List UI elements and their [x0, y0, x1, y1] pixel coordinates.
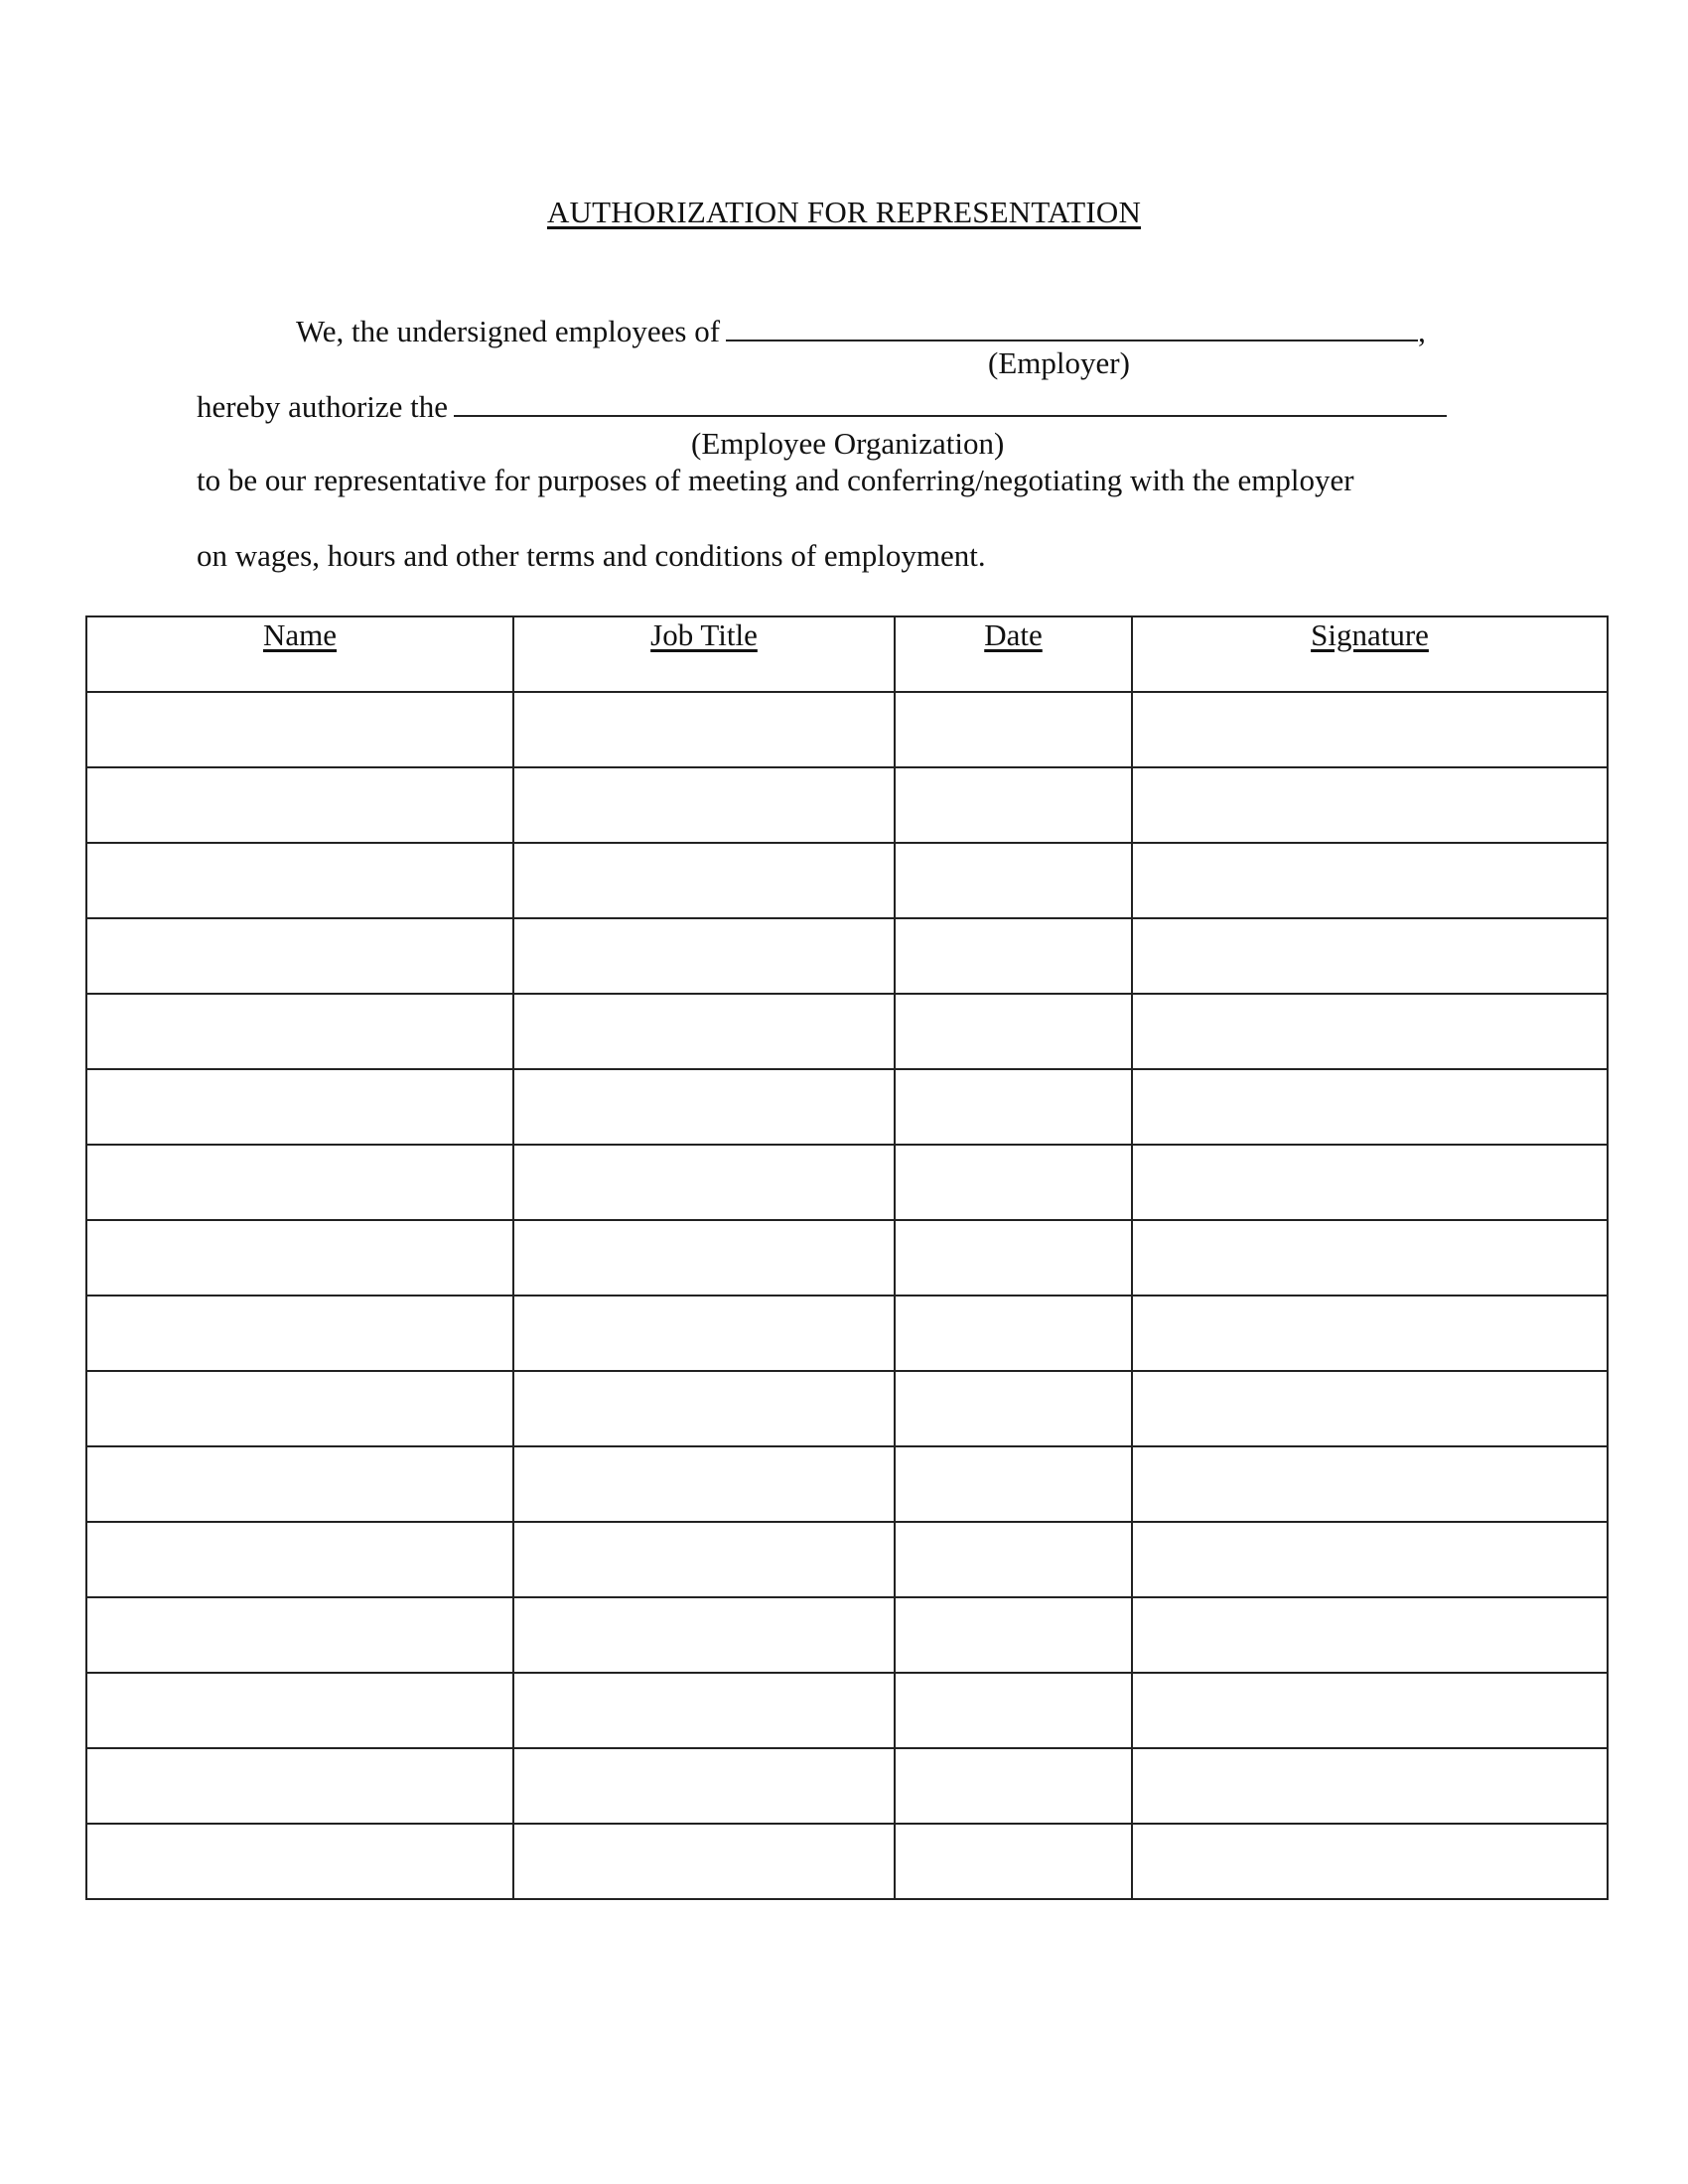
date-cell[interactable] [895, 918, 1132, 994]
signature-cell[interactable] [1132, 1522, 1608, 1597]
table-row [86, 1145, 1608, 1220]
job-title-cell[interactable] [513, 1597, 895, 1673]
date-cell[interactable] [895, 1446, 1132, 1522]
signature-cell[interactable] [1132, 1145, 1608, 1220]
date-cell[interactable] [895, 1371, 1132, 1446]
table-row [86, 1220, 1608, 1296]
form-title: AUTHORIZATION FOR REPRESENTATION [546, 195, 1142, 229]
name-cell[interactable] [86, 1069, 513, 1145]
table-row [86, 1069, 1608, 1145]
job-title-cell[interactable] [513, 1748, 895, 1824]
header-job-title: Job Title [513, 616, 895, 692]
signature-cell[interactable] [1132, 1296, 1608, 1371]
date-cell[interactable] [895, 1069, 1132, 1145]
name-cell[interactable] [86, 918, 513, 994]
table-row [86, 1824, 1608, 1899]
date-cell[interactable] [895, 1748, 1132, 1824]
name-cell[interactable] [86, 1597, 513, 1673]
date-cell[interactable] [895, 994, 1132, 1069]
table-row [86, 692, 1608, 767]
name-cell[interactable] [86, 1522, 513, 1597]
signature-table [85, 615, 1609, 1900]
signature-cell[interactable] [1132, 1824, 1608, 1899]
date-cell[interactable] [895, 1220, 1132, 1296]
employer-line-comma: , [1418, 314, 1426, 348]
purpose-line-2: on wages, hours and other terms and conditions of employment. [197, 538, 986, 573]
date-cell[interactable] [895, 1673, 1132, 1748]
signature-cell[interactable] [1132, 692, 1608, 767]
signature-table-body [86, 692, 1608, 1899]
job-title-cell[interactable] [513, 1220, 895, 1296]
header-signature: Signature [1132, 616, 1608, 692]
employer-caption: (Employer) [988, 345, 1130, 380]
job-title-cell[interactable] [513, 843, 895, 918]
signature-cell[interactable] [1132, 843, 1608, 918]
table-row [86, 918, 1608, 994]
job-title-cell[interactable] [513, 918, 895, 994]
employer-line [296, 312, 1426, 349]
date-cell[interactable] [895, 692, 1132, 767]
employer-line-text: We, the undersigned employees of [296, 314, 721, 348]
job-title-cell[interactable] [513, 767, 895, 843]
table-row [86, 1296, 1608, 1371]
signature-cell[interactable] [1132, 1673, 1608, 1748]
name-cell[interactable] [86, 843, 513, 918]
organization-line [197, 387, 1447, 425]
header-date: Date [895, 616, 1132, 692]
header-name: Name [86, 616, 513, 692]
job-title-cell[interactable] [513, 1824, 895, 1899]
name-cell[interactable] [86, 1748, 513, 1824]
date-cell[interactable] [895, 843, 1132, 918]
signature-cell[interactable] [1132, 994, 1608, 1069]
name-cell[interactable] [86, 1673, 513, 1748]
date-cell[interactable] [895, 1145, 1132, 1220]
signature-cell[interactable] [1132, 1597, 1608, 1673]
job-title-cell[interactable] [513, 1522, 895, 1597]
table-row [86, 1522, 1608, 1597]
table-row [86, 1748, 1608, 1824]
job-title-cell[interactable] [513, 1371, 895, 1446]
job-title-cell[interactable] [513, 994, 895, 1069]
date-cell[interactable] [895, 767, 1132, 843]
signature-cell[interactable] [1132, 1446, 1608, 1522]
table-header-row [86, 616, 1608, 692]
name-cell[interactable] [86, 1220, 513, 1296]
signature-cell[interactable] [1132, 1069, 1608, 1145]
table-row [86, 1673, 1608, 1748]
name-cell[interactable] [86, 1446, 513, 1522]
name-cell[interactable] [86, 1371, 513, 1446]
table-row [86, 843, 1608, 918]
job-title-cell[interactable] [513, 1446, 895, 1522]
job-title-cell[interactable] [513, 1296, 895, 1371]
signature-cell[interactable] [1132, 767, 1608, 843]
date-cell[interactable] [895, 1824, 1132, 1899]
employer-blank[interactable] [726, 312, 1418, 341]
date-cell[interactable] [895, 1522, 1132, 1597]
date-cell[interactable] [895, 1296, 1132, 1371]
job-title-cell[interactable] [513, 692, 895, 767]
signature-cell[interactable] [1132, 1748, 1608, 1824]
table-row [86, 767, 1608, 843]
signature-cell[interactable] [1132, 918, 1608, 994]
organization-caption: (Employee Organization) [691, 426, 1005, 461]
name-cell[interactable] [86, 767, 513, 843]
job-title-cell[interactable] [513, 1145, 895, 1220]
organization-line-text: hereby authorize the [197, 389, 449, 424]
date-cell[interactable] [895, 1597, 1132, 1673]
name-cell[interactable] [86, 1145, 513, 1220]
purpose-line-1: to be our representative for purposes of meeting and conferring/negotiating with the employer [197, 463, 1354, 497]
job-title-cell[interactable] [513, 1069, 895, 1145]
name-cell[interactable] [86, 692, 513, 767]
signature-cell[interactable] [1132, 1371, 1608, 1446]
table-row [86, 1371, 1608, 1446]
organization-blank[interactable] [454, 387, 1447, 417]
name-cell[interactable] [86, 1824, 513, 1899]
table-row [86, 1597, 1608, 1673]
table-row [86, 1446, 1608, 1522]
job-title-cell[interactable] [513, 1673, 895, 1748]
name-cell[interactable] [86, 994, 513, 1069]
name-cell[interactable] [86, 1296, 513, 1371]
signature-cell[interactable] [1132, 1220, 1608, 1296]
table-row [86, 994, 1608, 1069]
